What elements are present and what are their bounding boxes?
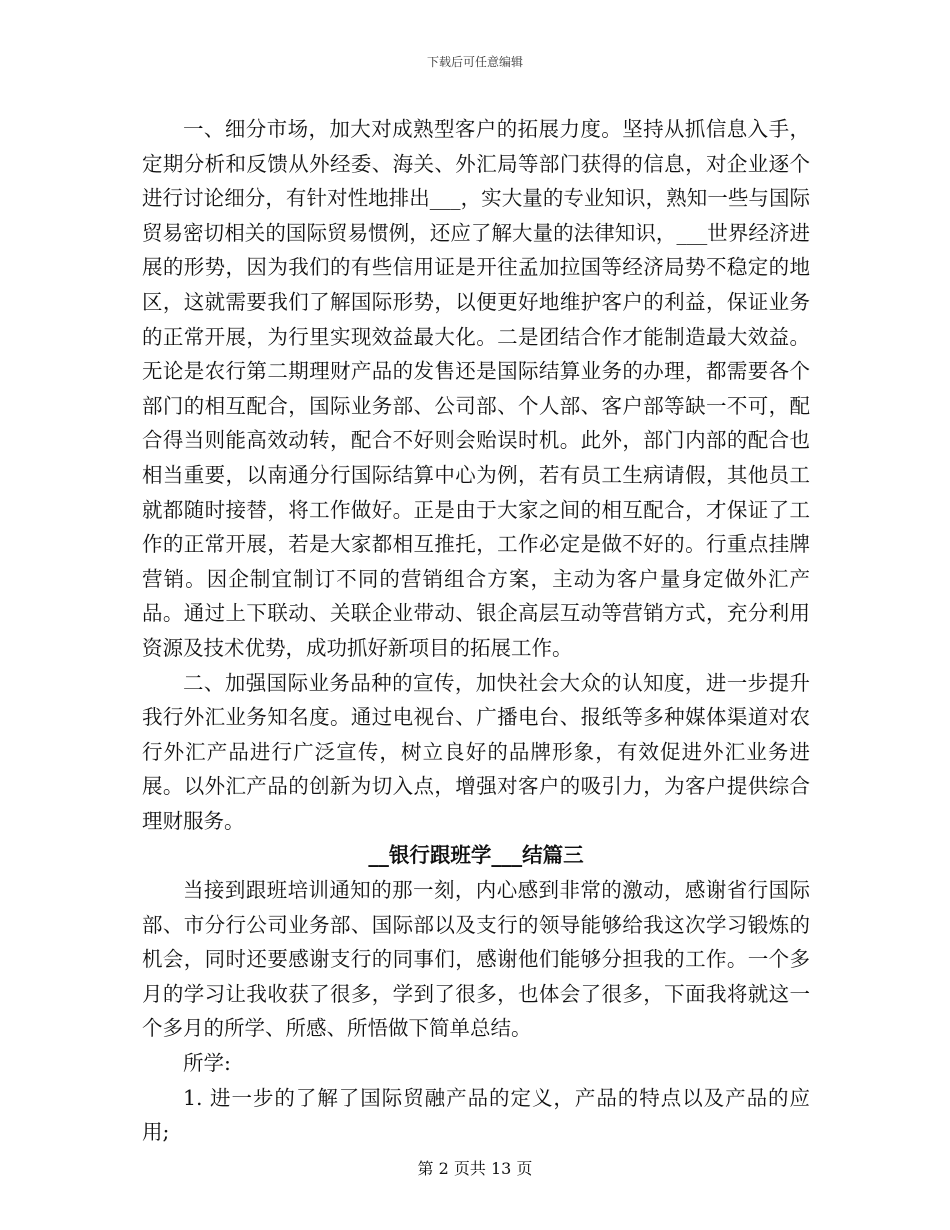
paragraph: 二、加强国际业务品种的宣传，加快社会大众的认知度，进一步提升我行外汇业务知名度。通过电视台、广播电台、报纸等多种媒体渠道对农行外汇产品进行广泛宣传，树立良好的品牌形象，有效促进外汇业务进展。以外汇产品的创新为切入点，增强对客户的吸引力，为客户提供综合理财服务。: [142, 670, 810, 833]
paragraph: 一、细分市场，加大对成熟型客户的拓展力度。坚持从抓信息入手，定期分析和反馈从外经委、海关、外汇局等部门获得的信息，对企业逐个进行讨论细分，有针对性地排出___，实大量的专业知识，熟知一些与国际贸易密切相关的国际贸易惯例，还应了解大量的法律知识，___世界经济进展的形势，因为我们的有些信用证是开往孟加拉国等经济局势不稳定的地区，这就需要我们了解国际形势，以便更好地维护客户的利益，保证业务的正常开展，为行里实现效益最大化。二是团结合作才能制造最大效益。无论是农行第二期理财产品的发售还是国际结算业务的办理，都需要各个部门的相互配合，国际业务部、公司部、个人部、客户部等缺一不可，配合得当则能高效动转，配合不好则会贻误时机。此外，部门内部的配合也相当重要，以南通分行国际结算中心为例，若有员工生病请假，其他员工就都随时接替，将工作做好。正是由于大家之间的相互配合，才保证了工作的正常开展，若是大家都相互推托，工作必定是做不好的。行重点挂牌营销。因企制宜制订不同的营销组合方案，主动为客户量身定做外汇产品。通过上下联动、关联企业带动、银企高层互动等营销方式，充分利用资源及技术优势，成功抓好新项目的拓展工作。: [142, 117, 810, 660]
document-body: [142, 112, 810, 1150]
page-header: 下载后可任意编辑: [426, 55, 523, 69]
paragraph: 所学:: [183, 1051, 231, 1076]
page-number: 第 2 页共 13 页: [417, 1159, 533, 1178]
section-title: __银行跟班学___结篇三: [368, 843, 584, 868]
paragraph: 当接到跟班培训通知的那一刻，内心感到非常的激动，感谢省行国际部、市分行公司业务部、国际部以及支行的领导能够给我这次学习锻炼的机会，同时还要感谢支行的同事们，感谢他们能够分担我的工作。一个多月的学习让我收获了很多，学到了很多，也体会了很多，下面我将就这一个多月的所学、所感、所悟做下简单总结。: [142, 878, 810, 1041]
paragraph: 1. 进一步的了解了国际贸融产品的定义，产品的特点以及产品的应用;: [142, 1085, 810, 1145]
